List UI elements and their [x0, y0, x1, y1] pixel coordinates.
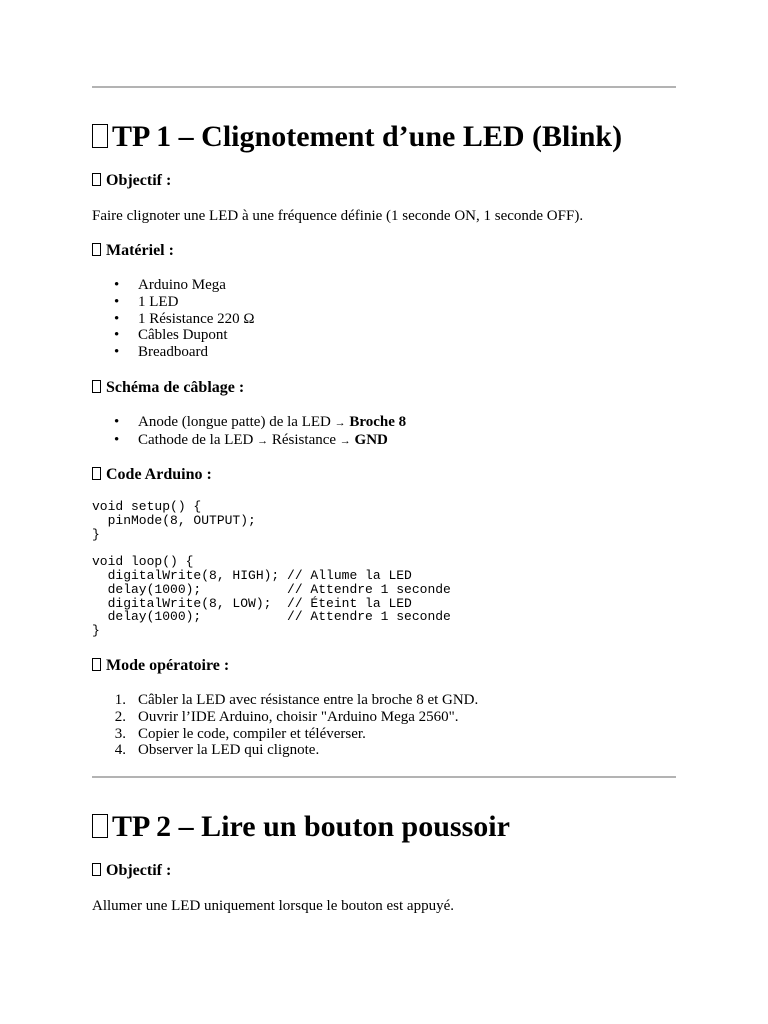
horizontal-rule-middle	[92, 776, 676, 778]
tp1-schema-heading: Schéma de câblage :	[92, 378, 244, 398]
missing-glyph-icon	[92, 173, 101, 186]
list-item: • Arduino Mega	[114, 277, 226, 293]
code-block: void setup() { pinMode(8, OUTPUT); } void loop() { digitalWrite(8, HIGH); // Allume la LED delay(1000); // Attendre 1 seconde digitalWrite(8, LOW); // Éteint la LED delay(1000); // Attendre 1 seconde }	[92, 499, 451, 639]
horizontal-rule-top	[92, 86, 676, 88]
list-item: • Breadboard	[114, 344, 208, 361]
arrow-right-icon: →	[334, 417, 346, 429]
missing-glyph-icon	[92, 467, 101, 480]
list-item: 2. Ouvrir l’IDE Arduino, choisir "Arduino Mega 2560".	[114, 708, 459, 725]
list-item: • 1 LED	[114, 293, 179, 310]
list-item: • 1 Résistance 220 Ω	[114, 310, 255, 327]
missing-glyph-icon	[92, 124, 108, 148]
missing-glyph-icon	[92, 658, 101, 671]
missing-glyph-icon	[92, 863, 101, 876]
tp1-mode-heading: Mode opératoire :	[92, 656, 229, 676]
list-item: • Cathode de la LED → Résistance → GND	[114, 431, 388, 448]
list-item: 1. Câbler la LED avec résistance entre la broche 8 et GND.	[114, 692, 479, 708]
list-item: 4. Observer la LED qui clignote.	[114, 742, 320, 759]
list-item: • Anode (longue patte) de la LED → Broche 8	[114, 414, 407, 430]
missing-glyph-icon	[92, 814, 108, 838]
tp2-objectif-heading: Objectif :	[92, 861, 171, 881]
arrow-right-icon: →	[257, 434, 269, 447]
tp2-title: TP 2 – Lire un bouton poussoir	[92, 810, 510, 844]
missing-glyph-icon	[92, 380, 101, 393]
tp1-objectif-text: Faire clignoter une LED à une fréquence définie (1 seconde ON, 1 seconde OFF).	[92, 208, 584, 224]
tp1-mode-steps	[92, 692, 478, 759]
list-item: • Câbles Dupont	[114, 327, 228, 344]
tp1-objectif-heading: Objectif :	[92, 171, 171, 191]
tp1-materiel-heading: Matériel :	[92, 241, 174, 261]
arrow-right-icon: →	[339, 434, 351, 447]
tp2-objectif-text: Allumer une LED uniquement lorsque le bouton est appuyé.	[92, 898, 454, 914]
tp1-code-heading: Code Arduino :	[92, 465, 212, 485]
list-item: 3. Copier le code, compiler et téléverser.	[114, 725, 366, 742]
missing-glyph-icon	[92, 243, 101, 256]
tp1-schema-list	[92, 414, 406, 450]
tp1-materiel-list	[92, 277, 255, 361]
tp1-title: TP 1 – Clignotement d’une LED (Blink)	[92, 120, 622, 154]
